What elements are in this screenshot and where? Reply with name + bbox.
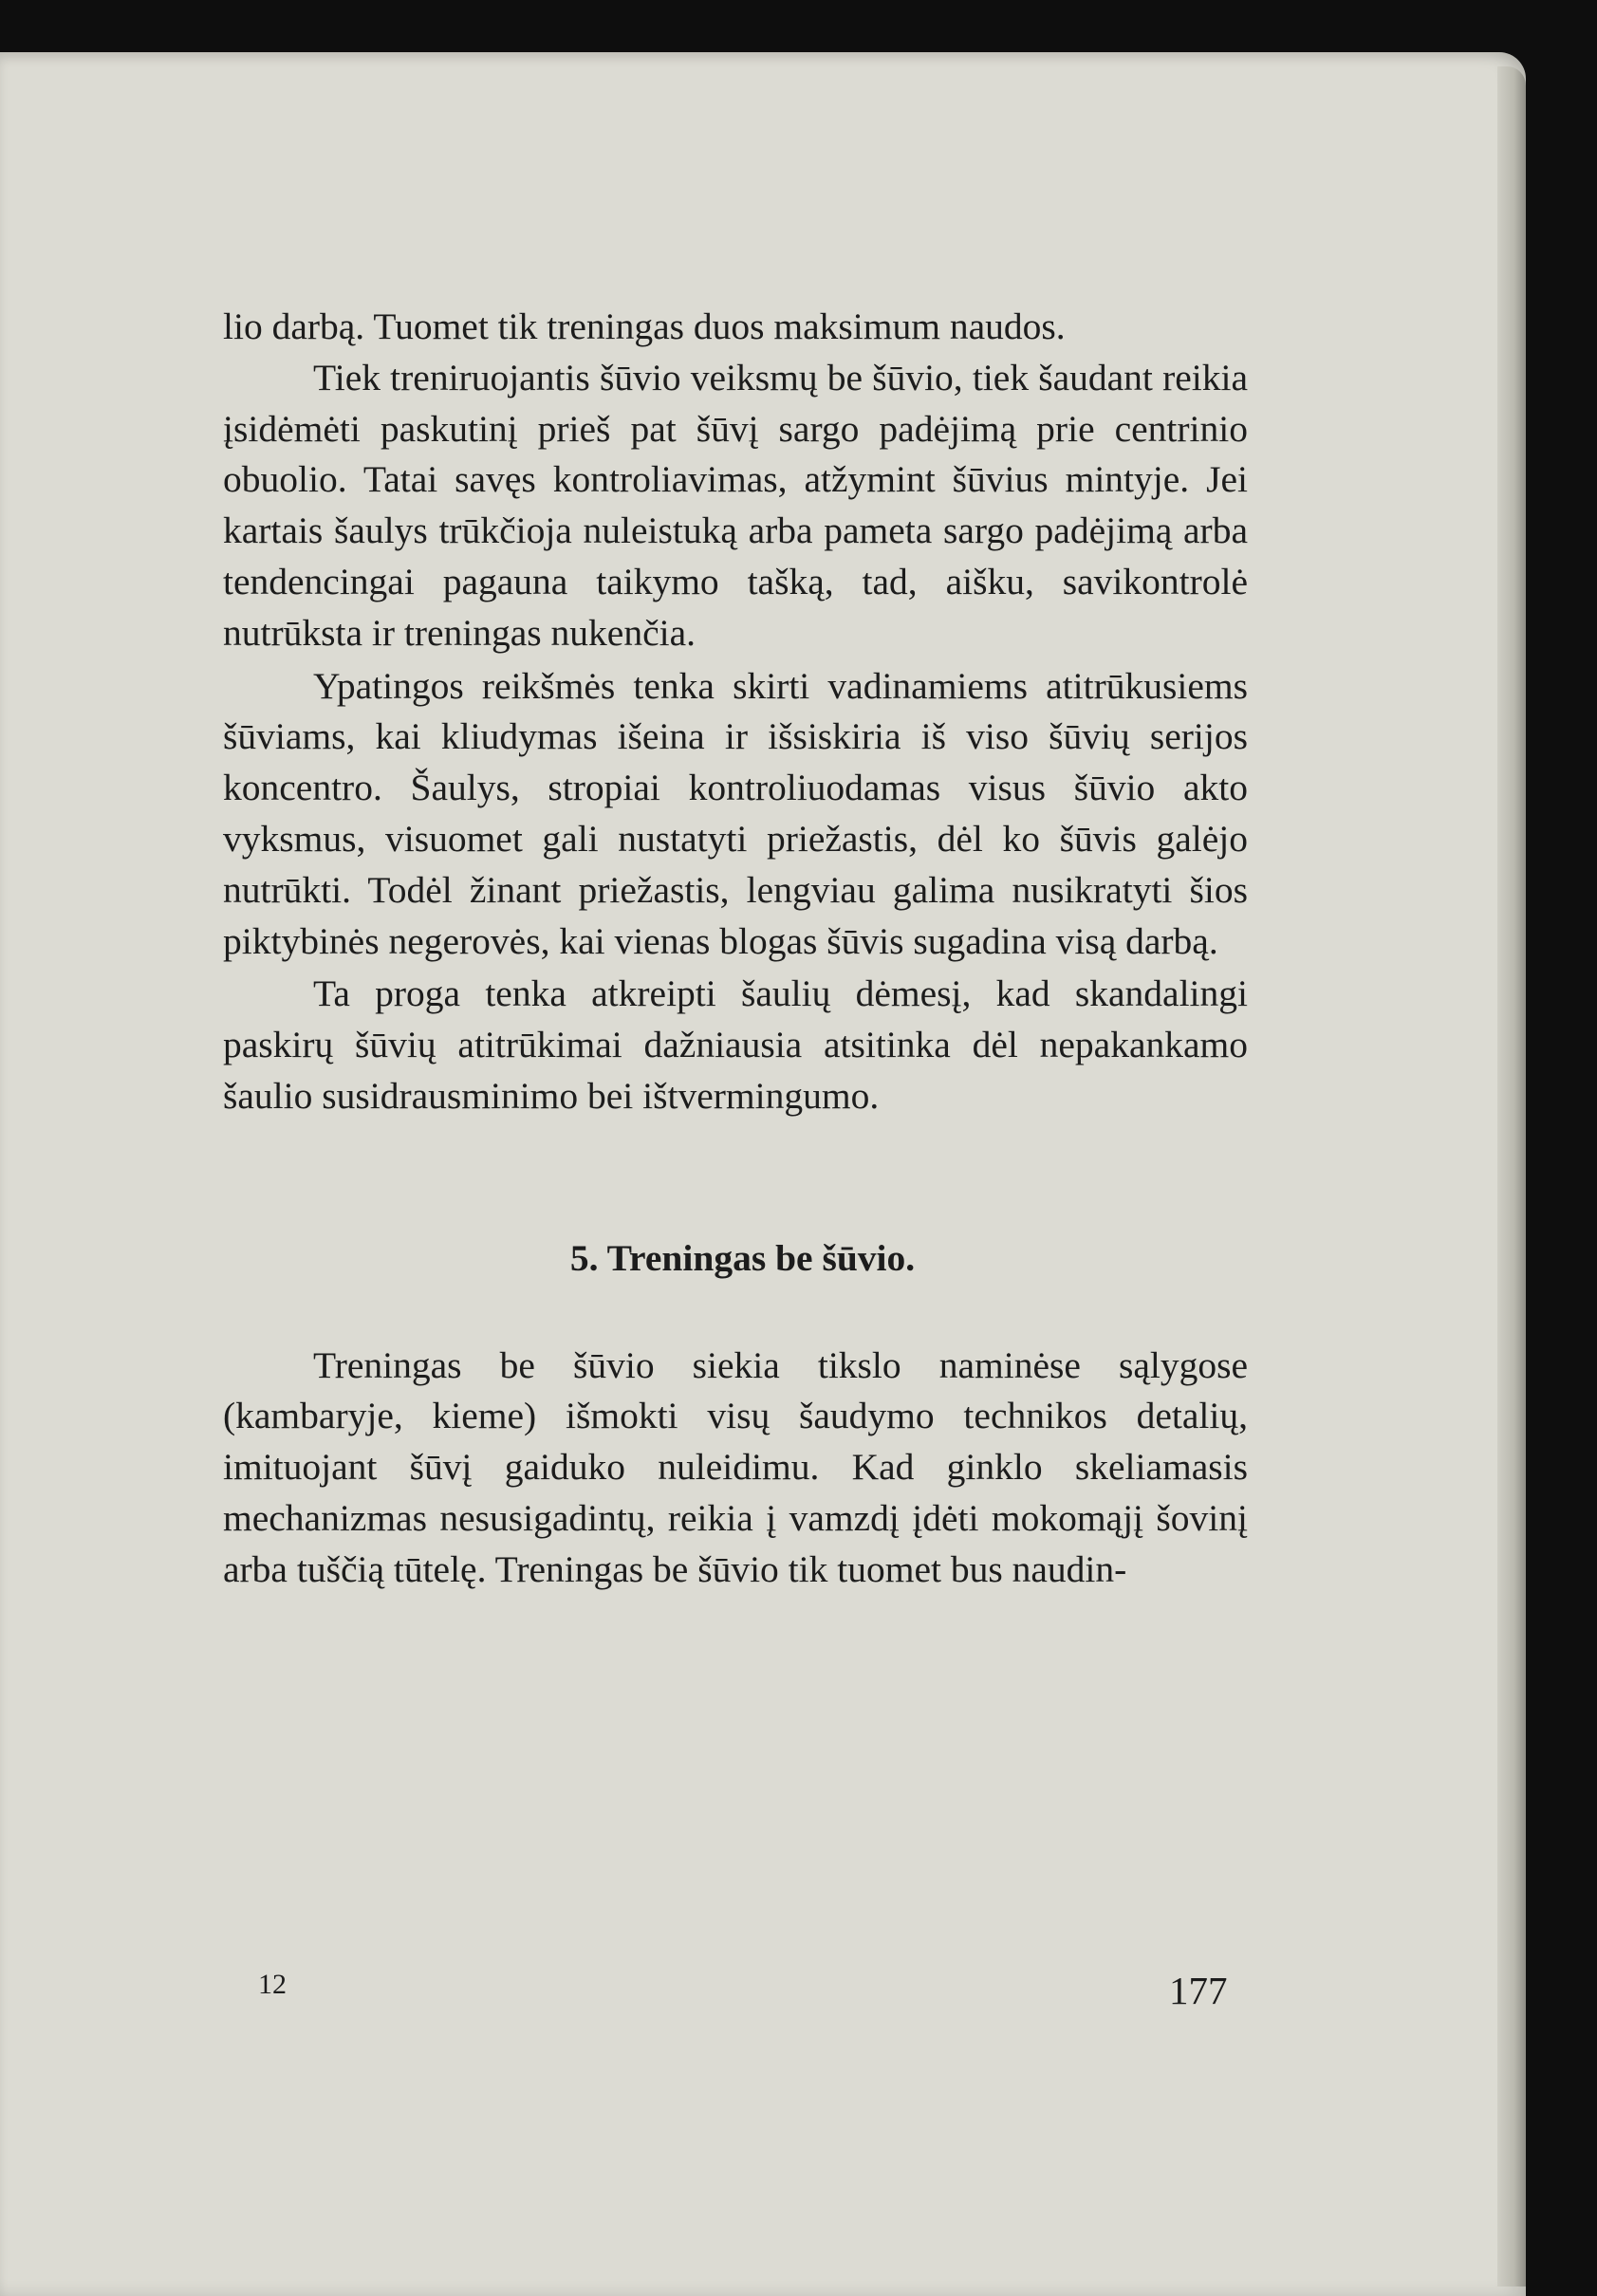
section-heading: 5. Treningas be šūvio.: [569, 1236, 916, 1279]
paragraph-self-control: Tiek treniruojantis šūvio veiksmų be šūvio, tiek šaudant reikia įsidėmėti paskutinį prieš pat šūvį sargo padėjimą prie centrinio obuolio. Tatai savęs kontroliavimas, atžymint šūvius mintyje. Jei kartais šaulys trūkčioja nuleistuką arba pameta sargo padėjimą arba tendencingai pagauna taikymo tašką, tad, aišku, savikontrolė nutrūksta ir treningas nukenčia.: [223, 356, 1248, 654]
section-paragraph: Treningas be šūvio siekia tikslo naminėse sąlygose (kambaryje, kieme) išmokti visų šaudymo technikos detalių, imituojant šūvį gaiduko nuleidimu. Kad ginklo skeliamasis mechanizmas nesusigadintų, reikia į vamzdį įdėti mokomąjį šovinį arba tuščią tūtelę. Treningas be šūvio tik tuomet bus naudin-: [223, 1343, 1248, 1590]
page-edge: [1497, 66, 1526, 2287]
signature-mark: 12: [258, 1969, 287, 2000]
paragraph-continuation: lio darbą. Tuomet tik treningas duos maksimum naudos.: [223, 306, 1066, 347]
page-number: 177: [1169, 1969, 1228, 2012]
text-block: [223, 302, 1248, 1596]
paragraph-stray-shots: Ypatingos reikšmės tenka skirti vadinamiems atitrūkusiems šūviams, kai kliudymas išeina ir išsiskiria iš viso šūvių serijos koncentro. Šaulys, stropiai kontroliuodamas visus šūvio akto vyksmus, visuomet gali nustatyti priežastis, dėl ko šūvis galėjo nutrūkti. Todėl žinant priežastis, lengviau galima nusikratyti šios piktybinės negerovės, kai vienas blogas šūvis sugadina visą darbą.: [223, 664, 1248, 962]
paragraph-discipline: Ta proga tenka atkreipti šaulių dėmesį, kad skandalingi paskirų šūvių atitrūkimai dažniausia atsitinka dėl nepakankamo šaulio susidrausminimo bei ištvermingumo.: [223, 972, 1248, 1117]
